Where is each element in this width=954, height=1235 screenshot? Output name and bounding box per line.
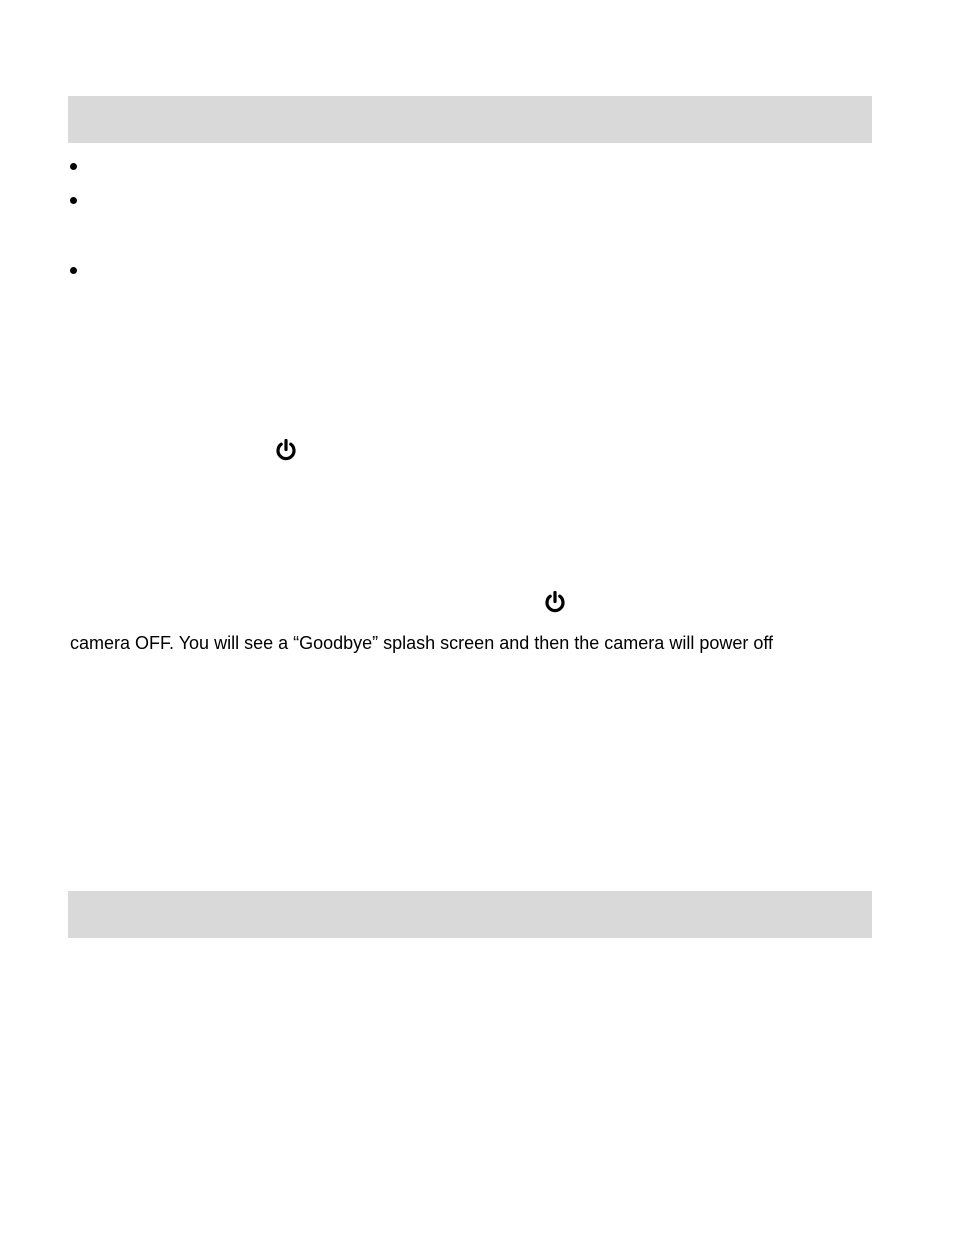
power-icon	[543, 590, 567, 614]
bullet-point	[70, 267, 77, 274]
bullet-point	[70, 197, 77, 204]
bullet-point	[70, 163, 77, 170]
section-header-bar-bottom	[68, 891, 872, 938]
power-icon	[274, 438, 298, 462]
section-header-bar-top	[68, 96, 872, 143]
power-off-instruction-text: camera OFF. You will see a “Goodbye” splash screen and then the camera will power off	[70, 633, 774, 653]
